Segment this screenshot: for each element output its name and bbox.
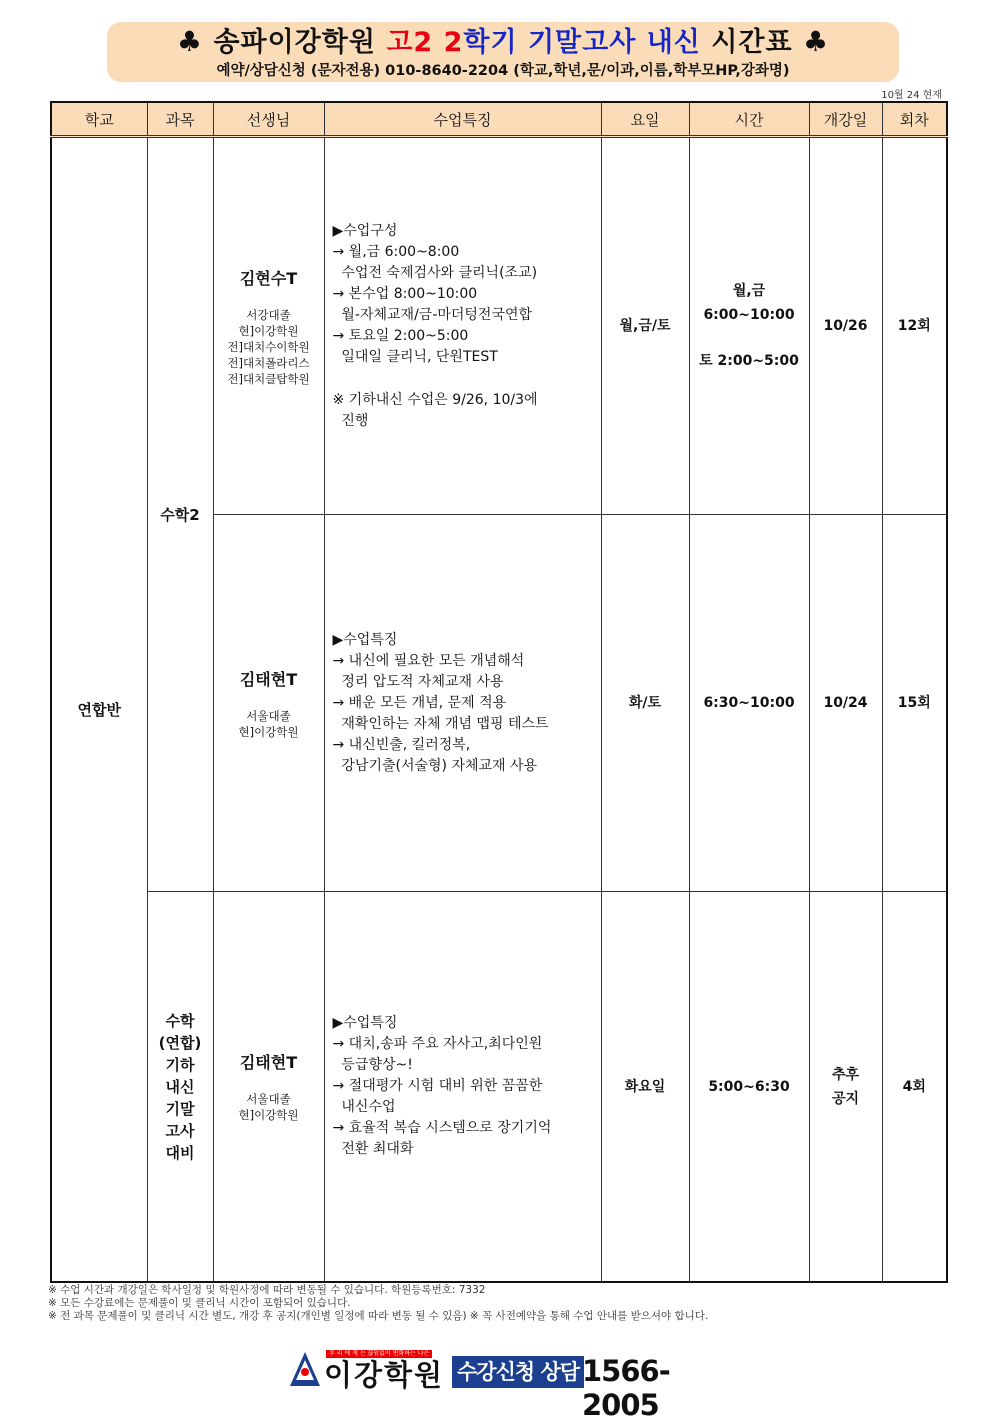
col-features: 수업특징 [324,102,601,137]
footnotes [48,1284,708,1323]
time-cell: 6:30~10:00 [689,515,809,892]
feature-line: → 대치,송파 주요 자사고,최다인원 [332,1036,543,1052]
feature-line: 등급향상~! [332,1057,413,1073]
time-line: 6:00~10:00 [703,307,795,323]
time-line: 토 2:00~5:00 [699,353,799,369]
title-grade: 고2 2 [386,27,464,58]
header-row [51,102,947,137]
start-date-line: 공지 [831,1090,860,1107]
feature-line: → 배운 모든 개념, 문제 적용 [332,694,507,711]
table-row [51,137,947,515]
title-academy: 송파이강학원 [213,27,376,58]
subject-cell [147,892,213,1283]
teacher-cell [213,892,324,1283]
feature-line: → 내신빈출, 킬러정복, [332,736,471,753]
title-naesin: 내신 [646,27,701,58]
time-cell [689,137,809,515]
teacher-cell [213,137,324,515]
feature-line: → 토요일 2:00~5:00 [332,327,469,344]
footer-logo [288,1348,708,1422]
days-cell: 화요일 [601,892,689,1283]
teacher-name: 김현수T [239,268,298,288]
footnote: ※ 모든 수강료에는 문제풀이 및 클리닉 시간이 포함되어 있습니다. [48,1297,351,1309]
feature-line: 강남기출(서술형) 자체교재 사용 [332,757,538,774]
col-teacher: 선생님 [213,102,324,137]
feature-line: → 내신에 필요한 모든 개념해석 [332,652,525,669]
feature-line: → 절대평가 시험 대비 위한 꼼꼼한 [332,1078,543,1094]
phone-number: 1566-2005 [582,1354,670,1422]
feature-line: 재확인하는 자체 개념 맵핑 테스트 [332,715,549,732]
footnote: ※ 수업 시간과 개강일은 학사일정 및 학원사정에 따라 변동될 수 있습니다. 학원등록번호: 7332 [48,1284,486,1296]
feature-note: 진행 [332,412,369,429]
features-cell [324,137,601,515]
teacher-credential: 현]이강학원 [238,1108,299,1122]
footnote: ※ 전 과목 문제풀이 및 클리닉 시간 별도, 개강 후 공지(개인별 일정에 따라 변동 될 수 있음) ※ 꼭 사전예약을 통해 수업 안내를 받으셔야 합니다. [48,1310,709,1322]
col-time: 시간 [689,102,809,137]
start-date-cell: 10/24 [809,515,882,892]
subject-line: 고사 [165,1121,195,1140]
start-date-line: 추후 [831,1066,860,1083]
teacher-name: 김태현T [239,669,298,689]
subject-line: 대비 [165,1143,195,1162]
col-subject: 과목 [147,102,213,137]
teacher-cell [213,515,324,892]
subtitle-contact: 예약/상담신청 (문자전용) 010-8640-2204 (학교,학년,문/이과,이름,학부모HP,강좌명) [216,63,790,79]
club-icon: ♣ [802,25,830,58]
days-cell: 월,금/토 [601,137,689,515]
feature-line: ▶수업특징 [332,631,398,648]
logo-tagline: 우 리 에 게 는 끊임없이 변화하는 나은 [326,1350,432,1358]
title-exam: 학기 기말고사 [463,27,637,58]
subject-line: 수학 [165,1011,195,1030]
feature-note: ※ 기하내신 수업은 9/26, 10/3에 [332,391,538,408]
feature-line: 내신수업 [332,1099,396,1115]
timetable [50,101,948,1283]
days-cell: 화/토 [601,515,689,892]
subject-line: 기말 [165,1099,195,1118]
sessions-cell: 12회 [882,137,947,515]
start-date-cell: 10/26 [809,137,882,515]
sessions-cell: 4회 [882,892,947,1283]
features-cell [324,515,601,892]
feature-line: 정리 압도적 자체교재 사용 [332,673,504,690]
teacher-credential: 전]대치클탑학원 [227,371,310,386]
time-cell: 5:00~6:30 [689,892,809,1283]
feature-line: 전환 최대화 [332,1141,414,1157]
feature-line: 월-자체교재/금-마더텅전국연합 [332,306,533,323]
start-date-cell [809,892,882,1283]
academy-mountain-icon [288,1350,322,1390]
subject-line: 내신 [165,1077,195,1096]
school-cell: 연합반 [51,137,147,1283]
title-timetable: 시간표 [711,27,793,58]
col-start-date: 개강일 [809,102,882,137]
col-days: 요일 [601,102,689,137]
feature-line: ▶수업특징 [332,1015,398,1031]
col-sessions: 회차 [882,102,947,137]
feature-line: 수업전 숙제검사와 클리닉(조교) [332,264,538,281]
teacher-name: 김태현T [239,1053,298,1072]
teacher-credential: 현]이강학원 [238,323,299,338]
feature-line: → 월,금 6:00~8:00 [332,243,460,260]
feature-line: → 효율적 복습 시스템으로 장기기억 [332,1120,552,1136]
subject-line: (연합) [158,1033,202,1052]
logo-name: 이강학원 [324,1358,445,1392]
col-school: 학교 [51,102,147,137]
subject-cell: 수학2 [147,137,213,892]
club-icon: ♣ [176,25,204,58]
teacher-credential: 서강대졸 [246,307,291,322]
teacher-credential: 전]대치수이학원 [227,339,310,354]
as-of-date: 10월 24 현재 [881,90,942,101]
sessions-cell: 15회 [882,515,947,892]
teacher-credential: 전]대치폴라리스 [227,355,310,370]
teacher-credential: 현]이강학원 [238,724,299,739]
table-row [51,892,947,1283]
features-cell [324,892,601,1283]
title-banner [107,22,899,82]
feature-line: ▶수업구성 [332,222,398,239]
enroll-badge: 수강신청 상담 [452,1356,584,1388]
subject-line: 기하 [165,1055,195,1074]
time-line: 월,금 [732,283,766,299]
teacher-credential: 서울대졸 [246,708,291,723]
feature-line: 일대일 클리닉, 단원TEST [332,348,498,365]
teacher-credential: 서울대졸 [246,1092,291,1106]
feature-line: → 본수업 8:00~10:00 [332,285,478,302]
page-title [107,24,899,61]
